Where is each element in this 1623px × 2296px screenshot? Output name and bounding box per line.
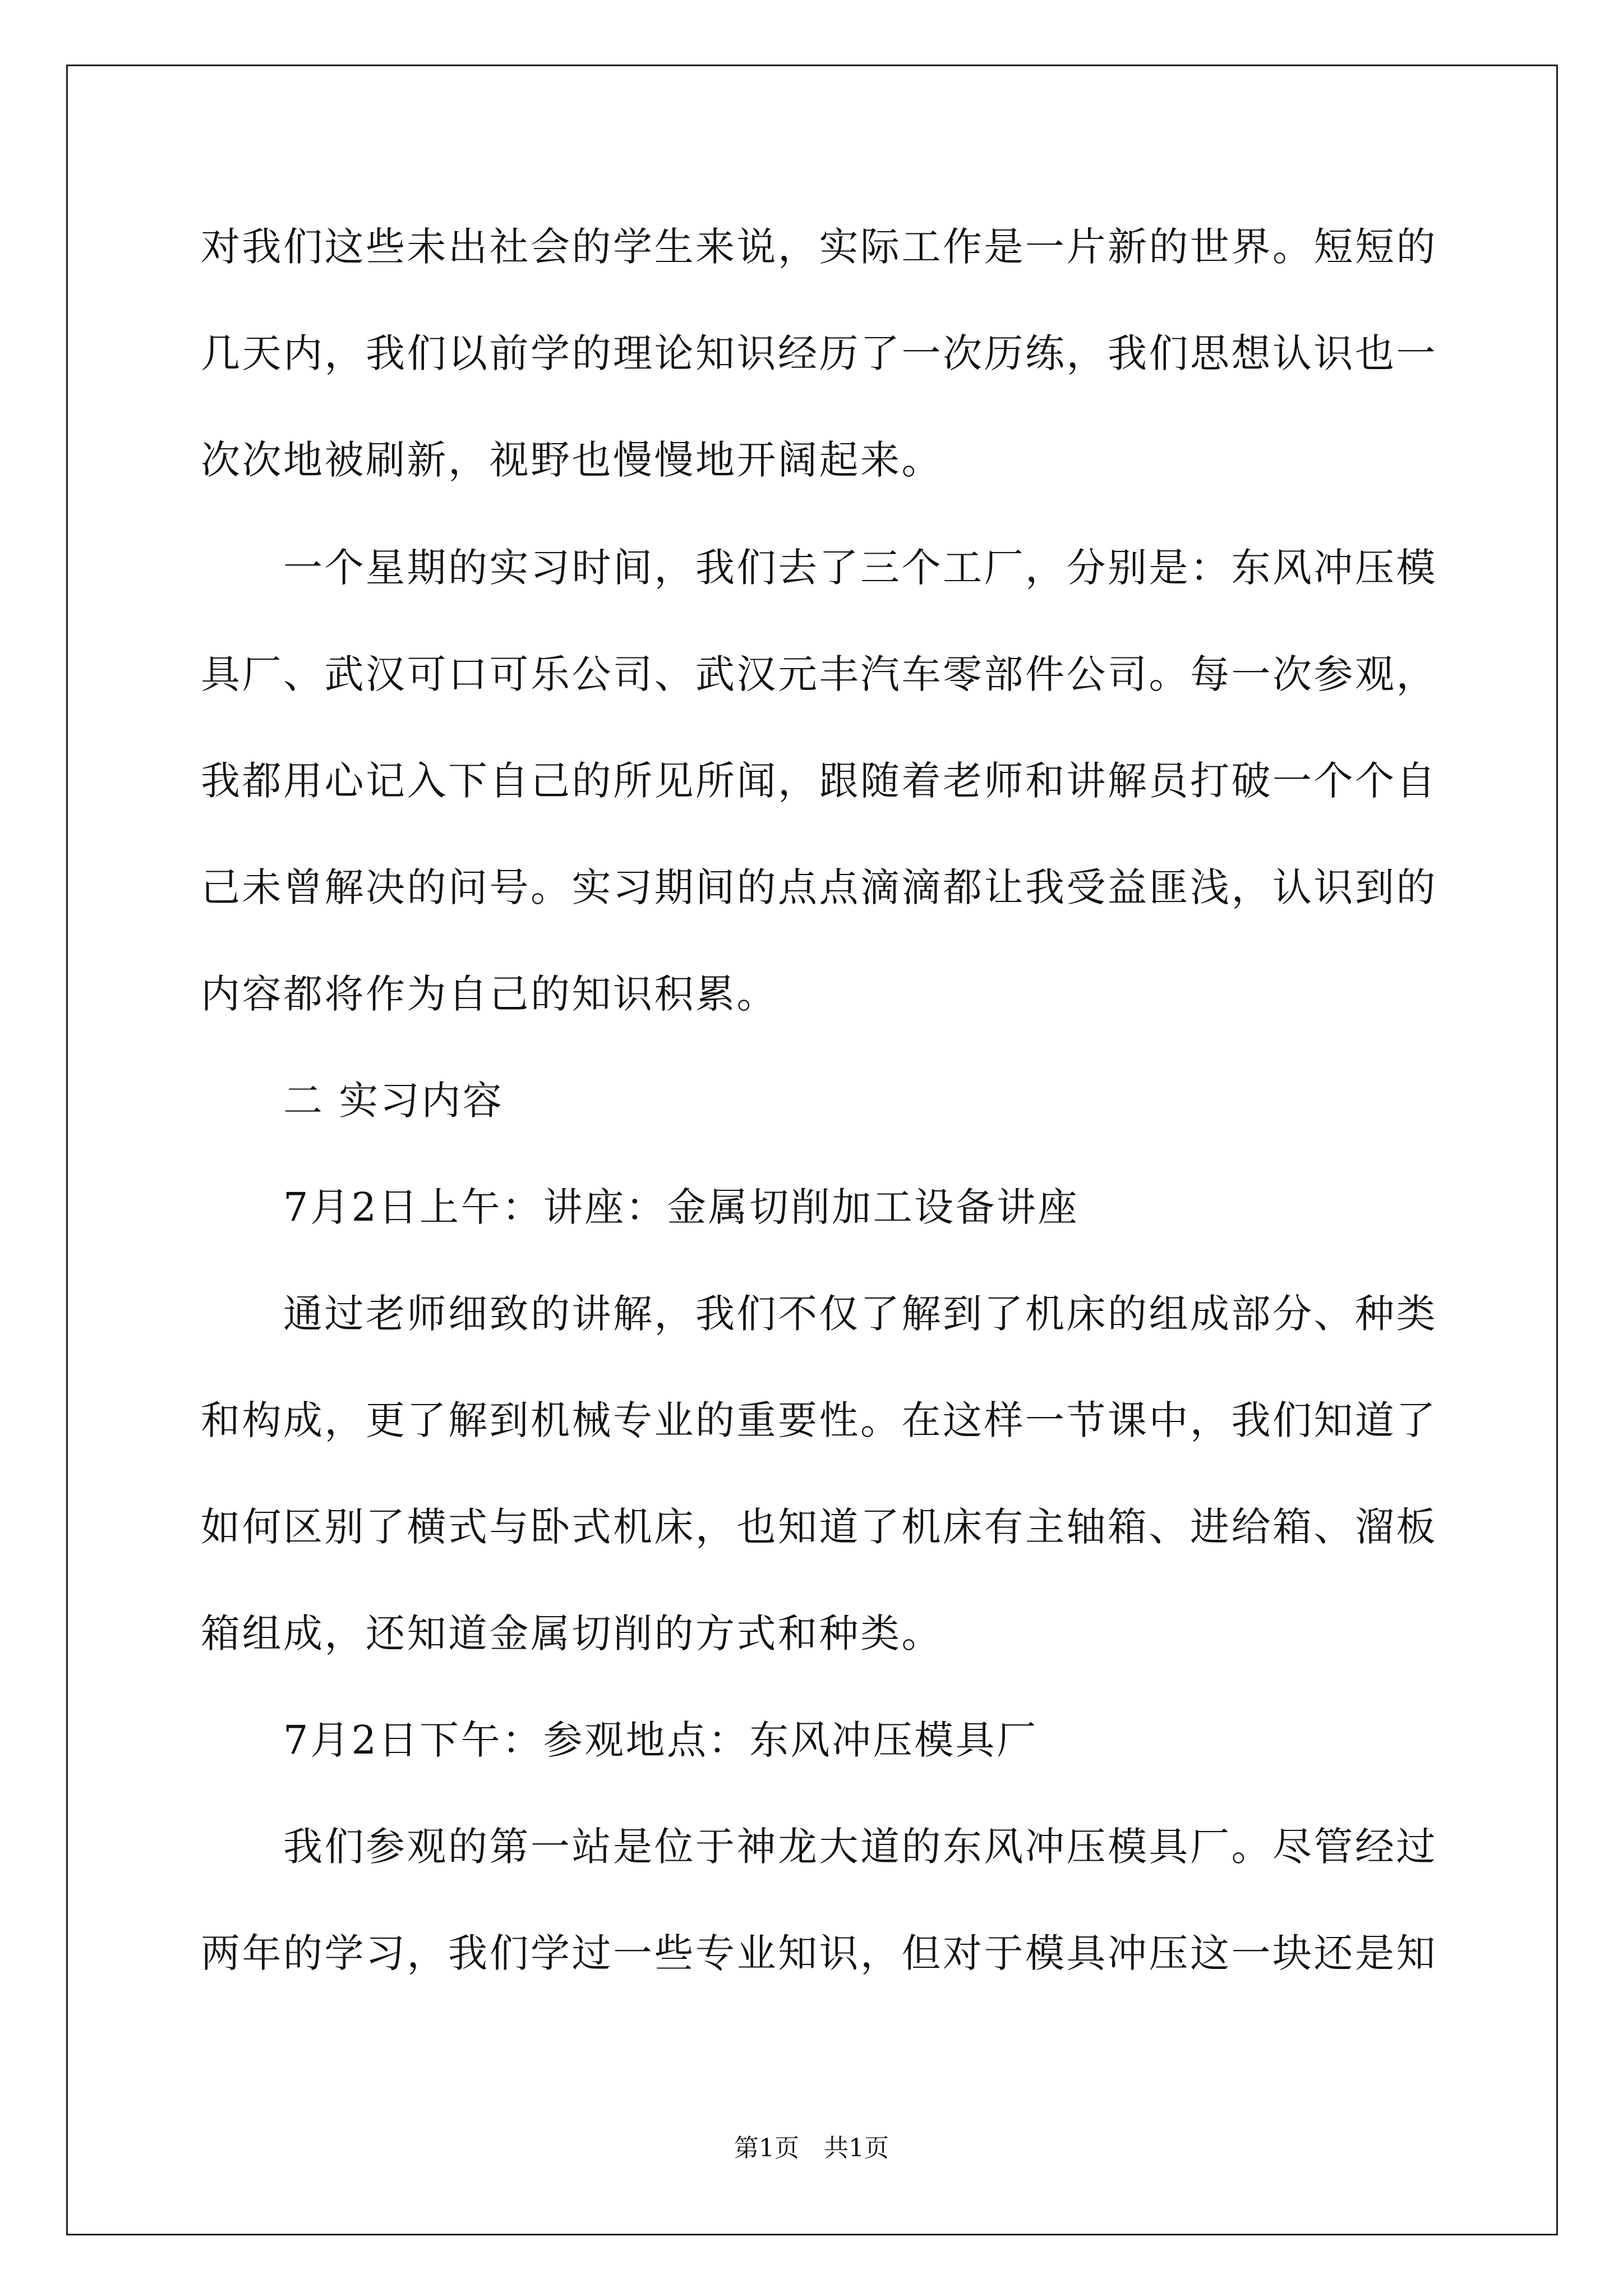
text-line: 对我们这些未出社会的学生来说，实际工作是一片新的世界。短短的 [201, 224, 1437, 270]
section-heading: 二 实习内容 [201, 1078, 504, 1124]
text-line: 次次地被刷新，视野也慢慢地开阔起来。 [201, 437, 943, 483]
session-heading: 7月2日上午：讲座：金属切削加工设备讲座 [201, 1184, 1080, 1230]
page-border [66, 65, 1558, 2235]
text-line: 如何区别了横式与卧式机床，也知道了机床有主轴箱、进给箱、溜板 [201, 1504, 1437, 1550]
text-line: 和构成，更了解到机械专业的重要性。在这样一节课中，我们知道了 [201, 1397, 1437, 1443]
text-line: 我们参观的第一站是位于神龙大道的东风冲压模具厂。尽管经过 [201, 1824, 1437, 1870]
page-footer: 第1页 共1页 [734, 2134, 889, 2162]
text-line: 箱组成，还知道金属切削的方式和种类。 [201, 1611, 943, 1657]
text-line: 几天内，我们以前学的理论知识经历了一次历练，我们思想认识也一 [201, 330, 1437, 376]
text-line: 我都用心记入下自己的所见所闻，跟随着老师和讲解员打破一个个自 [201, 758, 1437, 804]
text-line: 通过老师细致的讲解，我们不仅了解到了机床的组成部分、种类 [201, 1291, 1437, 1337]
text-line: 一个星期的实习时间，我们去了三个工厂，分别是：东风冲压模 [201, 545, 1437, 591]
text-line: 己未曾解决的问号。实习期间的点点滴滴都让我受益匪浅，认识到的 [201, 864, 1437, 910]
text-line: 内容都将作为自己的知识积累。 [201, 971, 778, 1017]
text-line: 两年的学习，我们学过一些专业知识，但对于模具冲压这一块还是知 [201, 1930, 1437, 1976]
text-line: 具厂、武汉可口可乐公司、武汉元丰汽车零部件公司。每一次参观， [201, 651, 1437, 697]
session-heading: 7月2日下午：参观地点：东风冲压模具厂 [201, 1717, 1038, 1763]
